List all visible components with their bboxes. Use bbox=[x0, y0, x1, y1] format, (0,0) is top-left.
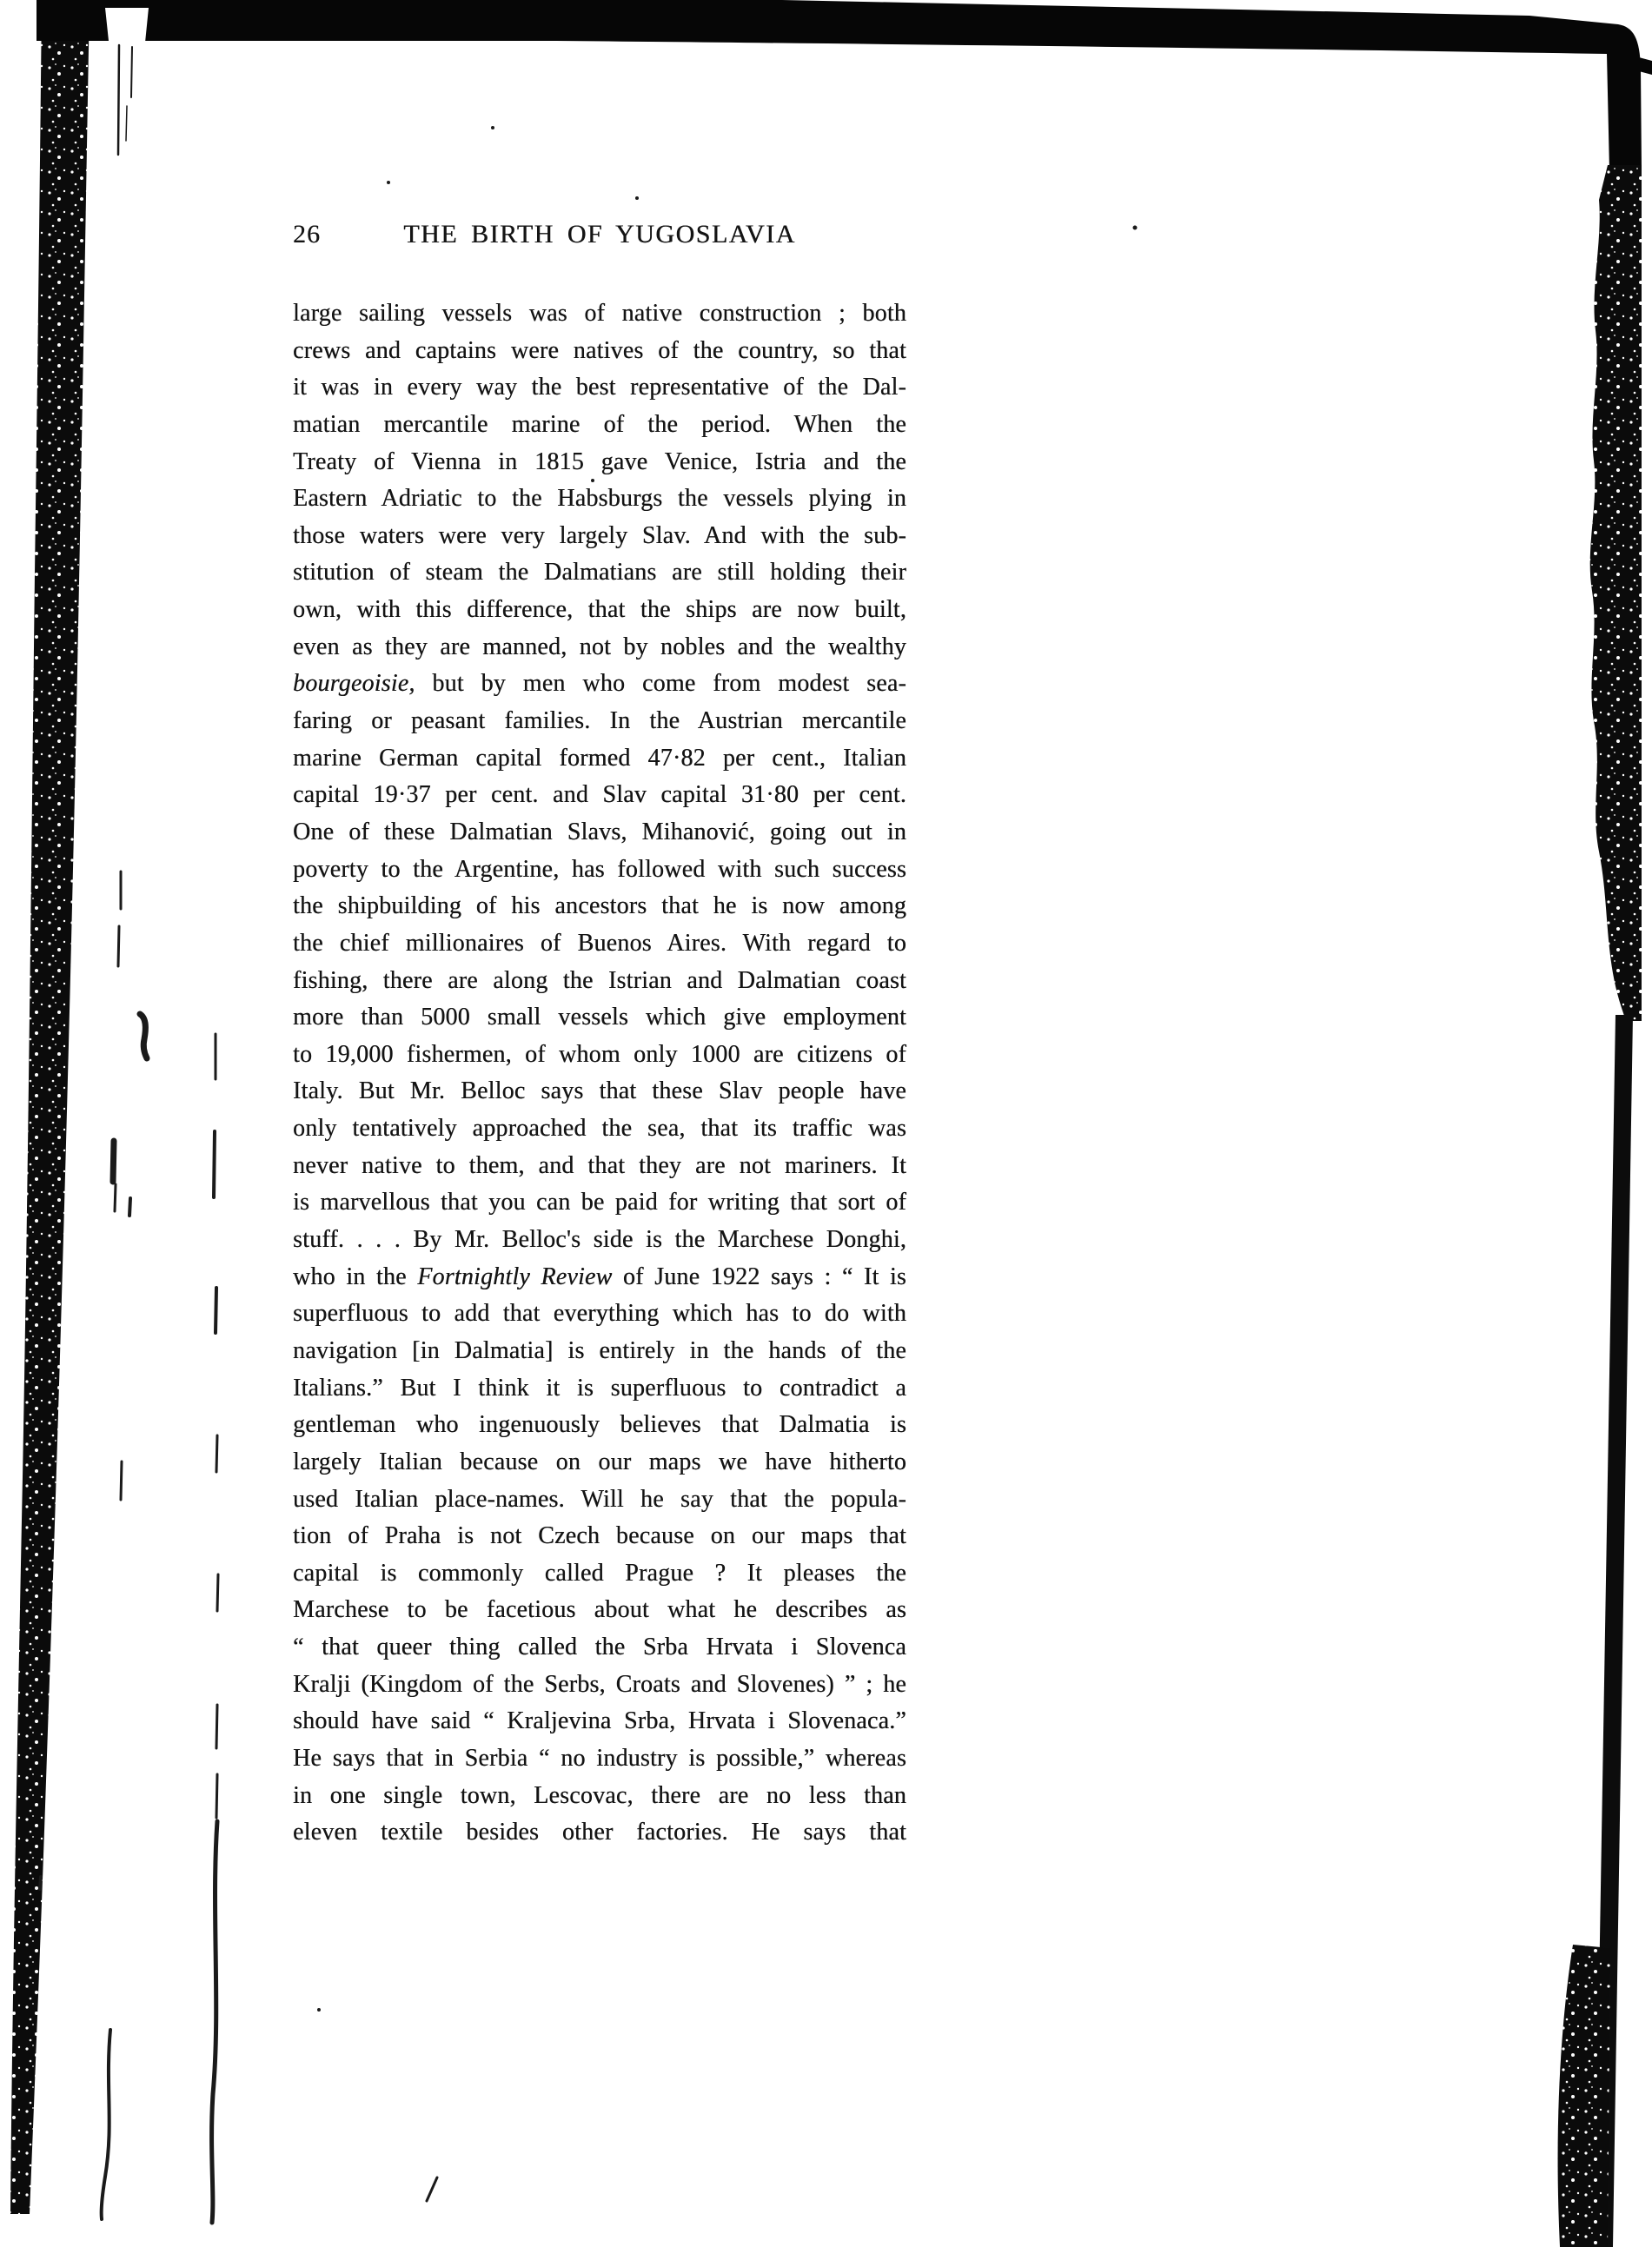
left-binding-edge bbox=[10, 0, 90, 2214]
text-line: own, with this difference, that the ships are now built, bbox=[293, 596, 906, 624]
text-line: tion of Praha is not Czech because on our maps that bbox=[293, 1522, 906, 1550]
text-line: the shipbuilding of his ancestors that he is now among bbox=[293, 892, 906, 920]
right-edge-blob bbox=[1558, 1945, 1610, 2247]
top-scan-edge bbox=[36, 0, 1642, 170]
right-edge-strip bbox=[1595, 1015, 1633, 2247]
text-line: even as they are manned, not by nobles and the wealthy bbox=[293, 633, 906, 660]
running-title: THE BIRTH OF YUGOSLAVIA bbox=[403, 220, 796, 249]
text-line: it was in every way the best representative of the Dal- bbox=[293, 374, 906, 401]
text-line: largely Italian because on our maps we have hitherto bbox=[293, 1448, 906, 1475]
text-line: bourgeoisie, but by men who come from modest sea- bbox=[293, 670, 906, 698]
right-edge-tick bbox=[1639, 57, 1652, 75]
text-line: Marchese to be facetious about what he describes as bbox=[293, 1596, 906, 1624]
text-line: marine German capital formed 47·82 per cent., Italian bbox=[293, 744, 906, 772]
text-line: matian mercantile marine of the period. When the bbox=[293, 410, 906, 438]
text-line: the chief millionaires of Buenos Aires. With regard to bbox=[293, 929, 906, 957]
text-line: He says that in Serbia “ no industry is possible,” whereas bbox=[293, 1744, 906, 1772]
text-line: navigation [in Dalmatia] is entirely in the hands of the bbox=[293, 1336, 906, 1364]
text-line: those waters were very largely Slav. And with the sub- bbox=[293, 521, 906, 549]
text-line: stuff. . . . By Mr. Belloc's side is the Marchese Donghi, bbox=[293, 1226, 906, 1254]
text-line: gentleman who ingenuously believes that Dalmatia is bbox=[293, 1411, 906, 1439]
text-line: should have said “ Kraljevina Srba, Hrvata i Slovenaca.” bbox=[293, 1707, 906, 1735]
text-line: who in the Fortnightly Review of June 1922 says : “ It is bbox=[293, 1263, 906, 1290]
text-line: large sailing vessels was of native construction ; both bbox=[293, 300, 906, 327]
text-line: Italians.” But I think it is superfluous to contradict a bbox=[293, 1374, 906, 1402]
top-edge-notch bbox=[105, 8, 149, 43]
text-line: eleven textile besides other factories. He says that bbox=[293, 1819, 906, 1846]
right-scan-edge bbox=[1590, 165, 1642, 1021]
text-line: fishing, there are along the Istrian and Dalmatian coast bbox=[293, 966, 906, 994]
text-line: Italy. But Mr. Belloc says that these Slav people have bbox=[293, 1077, 906, 1105]
text-line: used Italian place-names. Will he say that the popula- bbox=[293, 1485, 906, 1513]
page-number: 26 bbox=[293, 220, 321, 249]
body-text bbox=[293, 295, 906, 1852]
text-line: to 19,000 fishermen, of whom only 1000 are citizens of bbox=[293, 1040, 906, 1068]
page-header bbox=[293, 216, 906, 253]
text-line: capital is commonly called Prague ? It pleases the bbox=[293, 1559, 906, 1587]
text-line: superfluous to add that everything which has to do with bbox=[293, 1300, 906, 1328]
text-line: Treaty of Vienna in 1815 gave Venice, Istria and the bbox=[293, 447, 906, 475]
text-line: stitution of steam the Dalmatians are still holding their bbox=[293, 559, 906, 587]
text-line: in one single town, Lescovac, there are no less than bbox=[293, 1781, 906, 1809]
text-line: capital 19·37 per cent. and Slav capital 31·80 per cent. bbox=[293, 781, 906, 809]
text-line: more than 5000 small vessels which give employment bbox=[293, 1004, 906, 1031]
text-line: Kralji (Kingdom of the Serbs, Croats and Slovenes) ” ; he bbox=[293, 1670, 906, 1698]
text-line: crews and captains were natives of the country, so that bbox=[293, 336, 906, 364]
text-line: “ that queer thing called the Srba Hrvata i Slovenca bbox=[293, 1634, 906, 1661]
text-line: One of these Dalmatian Slavs, Mihanović, going out in bbox=[293, 818, 906, 845]
text-line: faring or peasant families. In the Austrian mercantile bbox=[293, 707, 906, 735]
scratch-marks bbox=[118, 45, 132, 155]
text-line: Eastern Adriatic to the Habsburgs the vessels plying in bbox=[293, 485, 906, 513]
text-line: only tentatively approached the sea, that its traffic was bbox=[293, 1115, 906, 1143]
text-line: poverty to the Argentine, has followed with such success bbox=[293, 855, 906, 883]
text-line: never native to them, and that they are not mariners. It bbox=[293, 1151, 906, 1179]
text-line: is marvellous that you can be paid for writing that sort of bbox=[293, 1189, 906, 1216]
